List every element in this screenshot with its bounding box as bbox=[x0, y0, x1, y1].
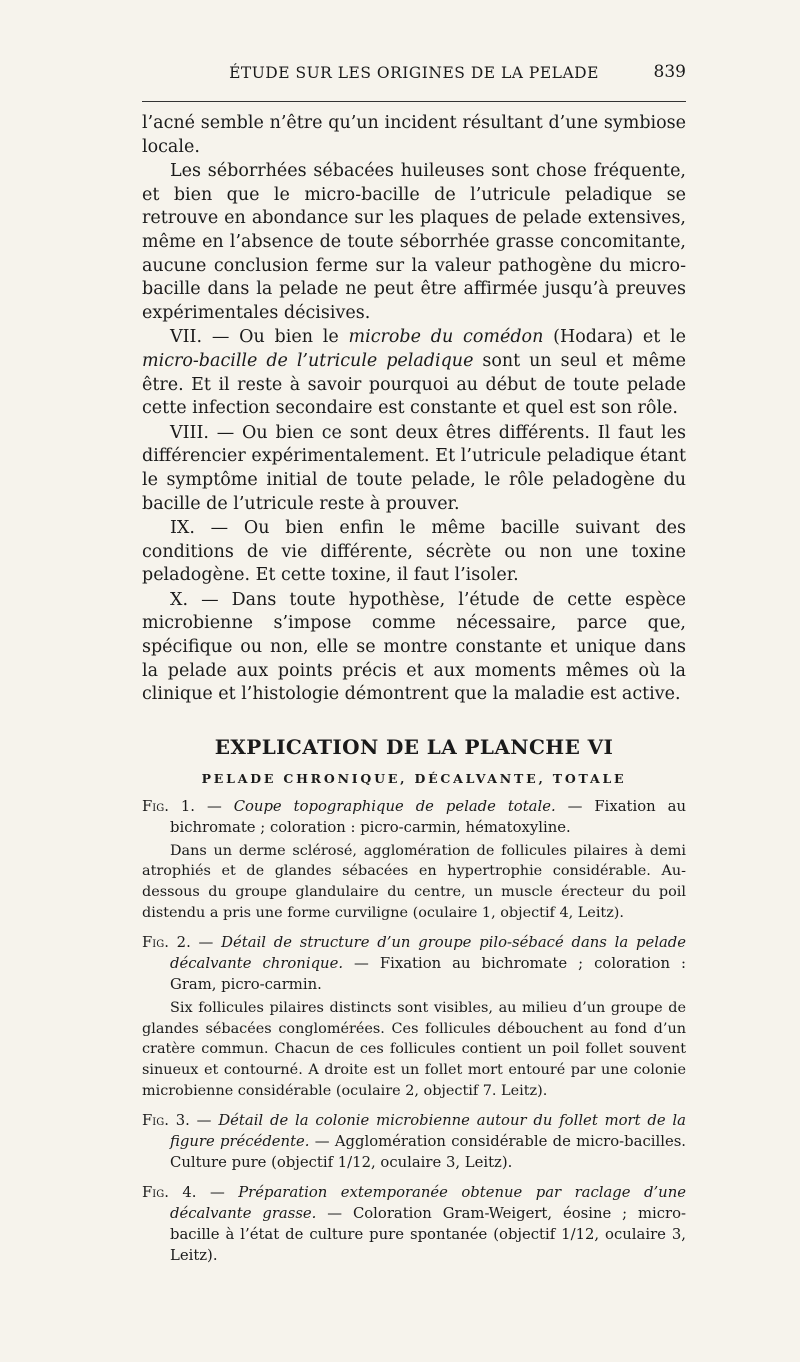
figure-dash: — bbox=[189, 1112, 219, 1130]
figure-dash: — bbox=[190, 934, 222, 952]
paragraph-2: Les séborrhées sébacées huileuses sont chose fréquente, et bien que le micro-bacille de l’utricule peladique se retrouve en abondance sur les plaques de pelade extensives, même en l’absence de toute séborrhée grasse concomitante, aucune conclusion ferme sur la valeur pathogène du micro-bacille dans la pelade ne peut être affirmée jusqu’à preuves expérimentales décisives. bbox=[142, 161, 686, 323]
figure-description: Dans un derme sclérosé, agglomération de follicules pilaires à demi atrophiés et de glandes sébacées en hypertrophie considérable. Au-dessous du groupe glandulaire du centre, un muscle érecteur du poil distendu a pris une forme curviligne (oculaire 1, objectif 4, Leitz). bbox=[142, 842, 686, 921]
figure-title: Coupe topographique de pelade totale. bbox=[233, 797, 556, 815]
section-subtitle: PELADE CHRONIQUE, DÉCALVANTE, TOTALE bbox=[201, 770, 627, 786]
figure-caption-1 bbox=[142, 796, 686, 923]
figure-caption-3 bbox=[142, 1110, 686, 1173]
paragraph-viii: VIII. — Ou bien ce sont deux êtres différents. Il faut les différencier expérimentalement. Et l’utricule peladique étant le symptôme initial de toute pelade, le rôle peladogène du bacille de l’utricule reste à prouver. bbox=[142, 422, 686, 514]
figure-details: — Agglomération considérable de micro-bacilles. Culture pure (objectif 1/12, oculaire 3, Leitz). bbox=[170, 1133, 686, 1172]
figure-title: Détail de la colonie microbienne autour du follet mort de la figure précédente. bbox=[170, 1112, 686, 1151]
paragraph-vii-text-b: (Hodara) et le bbox=[543, 327, 686, 348]
figure-label: Fig. 3. bbox=[142, 1112, 190, 1130]
paragraph-1: l’acné semble n’être qu’un incident résultant d’une symbiose locale. bbox=[142, 113, 686, 157]
figure-dash: — bbox=[196, 1184, 239, 1202]
figure-details: — Coloration Gram-Weigert, éosine ; micro-bacille à l’état de culture pure spontanée (objectif 1/12, oculaire 3, Leitz). bbox=[170, 1205, 687, 1265]
paragraph-ix: IX. — Ou bien enfin le même bacille suivant des conditions de vie différente, sécrète ou non une toxine peladogène. Et cette toxine, il faut l’isoler. bbox=[142, 518, 686, 586]
figure-label: Fig. 1. bbox=[142, 797, 195, 815]
section-title: EXPLICATION DE LA PLANCHE VI bbox=[214, 734, 614, 759]
paragraph-vii-italic-b: micro-bacille de l’utricule peladique bbox=[142, 350, 474, 371]
paragraph-vii-text-a: VII. — Ou bien le bbox=[170, 327, 349, 348]
page-number: 839 bbox=[653, 62, 686, 82]
paragraph-vii-italic-a: microbe du comédon bbox=[348, 327, 544, 348]
paragraph-x: X. — Dans toute hypothèse, l’étude de cette espèce microbienne s’impose comme nécessaire, parce que, spécifique ou non, elle se montre constante et unique dans la pelade aux points précis et aux moments mêmes où la clinique et l’histologie démontrent que la maladie est active. bbox=[142, 589, 686, 705]
figure-caption-2 bbox=[142, 932, 686, 1101]
figure-details: — Fixation au bichromate ; coloration : picro-carmin, hématoxyline. bbox=[170, 797, 686, 836]
figure-details: — Fixation au bichromate ; coloration : Gram, picro-carmin. bbox=[170, 955, 686, 994]
figure-description: Six follicules pilaires distincts sont visibles, au milieu d’un groupe de glandes sébacées conglomérées. Ces follicules débouchent au fond d’un cratère commun. Chacun de ces follicules contient un poil follet souvent sinueux et contourné. A droite est un follet mort entouré par une colonie microbienne considérable (oculaire 2, objectif 7. Leitz). bbox=[142, 1000, 686, 1099]
figure-title: Détail de structure d’un groupe pilo-sébacé dans la pelade décalvante chronique. bbox=[170, 934, 686, 973]
figure-caption-head bbox=[142, 796, 686, 838]
figure-caption-head bbox=[142, 1182, 686, 1266]
figure-caption-head bbox=[142, 932, 686, 995]
figure-label: Fig. 2. bbox=[142, 934, 191, 952]
header-rule bbox=[142, 101, 686, 102]
figure-caption-head bbox=[142, 1110, 686, 1173]
running-header bbox=[142, 60, 686, 90]
main-text bbox=[142, 112, 686, 1266]
running-title: ÉTUDE SUR LES ORIGINES DE LA PELADE bbox=[229, 64, 599, 82]
paragraph-vii-text-c: sont un seul et même être. Et il reste à savoir pourquoi au début de toute pelade cette infection secondaire est constante et quel est son rôle. bbox=[142, 350, 686, 419]
figure-caption-4 bbox=[142, 1182, 686, 1266]
figure-dash: — bbox=[194, 797, 234, 815]
figure-title: Préparation extemporanée obtenue par raclage d’une décalvante grasse. bbox=[170, 1184, 686, 1223]
figure-label: Fig. 4. bbox=[142, 1184, 197, 1202]
paragraph-vii bbox=[142, 326, 686, 420]
